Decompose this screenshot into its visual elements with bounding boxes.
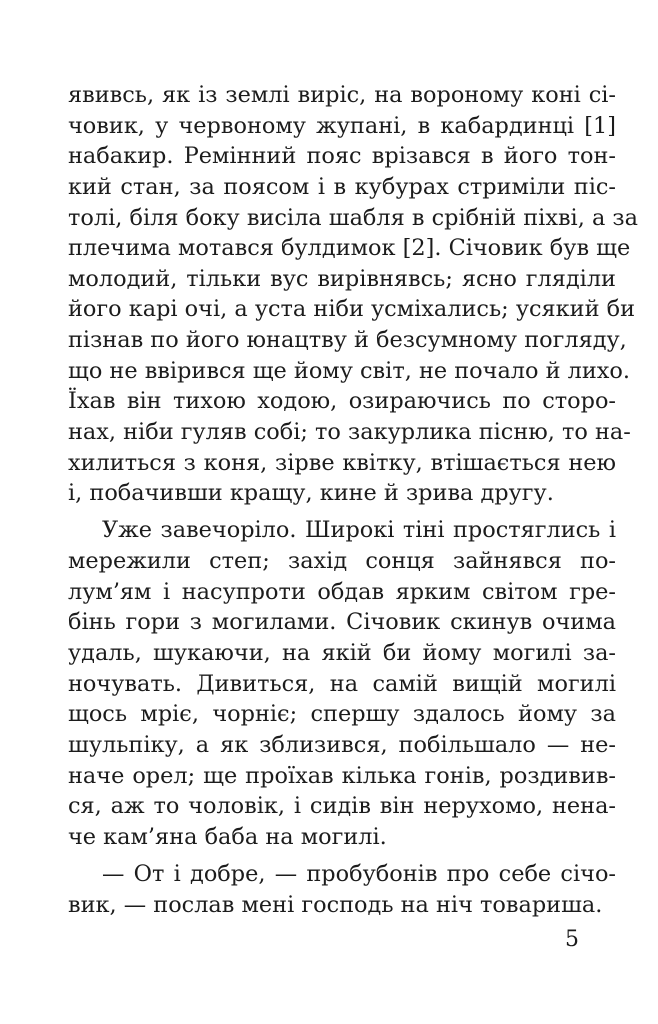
page-number: 5 bbox=[565, 927, 579, 952]
text-line: явивсь, як із землі виріс, на вороному коні сі- bbox=[68, 82, 616, 108]
paragraph-1 bbox=[68, 80, 638, 509]
text-line: і, побачивши кращу, кине й зрива другу. bbox=[68, 480, 554, 507]
text-line: пізнав по його юнацтву й безсумному погляду, bbox=[68, 327, 627, 354]
text-line: — От і добре, — пробубонів про себе січо- bbox=[102, 861, 616, 888]
text-line: набакир. Ремінний пояс врізався в його тон- bbox=[68, 143, 616, 170]
text-line: толі, біля боку висіла шабля в срібній піхві, а за bbox=[68, 204, 638, 231]
text-line: шульпіку, а як зблизився, побільшало — не- bbox=[68, 731, 616, 758]
text-line: нах, ніби гуляв собі; то закурлика пісню, то на- bbox=[68, 419, 631, 446]
text-line: плечима мотався булдимок [2]. Січовик був ще bbox=[68, 235, 631, 262]
text-line: Їхав він тихою ходою, озираючись по сторо- bbox=[68, 388, 616, 415]
text-line: кий стан, за поясом і в кубурах стриміли піс- bbox=[68, 173, 616, 200]
text-line: бінь гори з могилами. Січовик скинув очима bbox=[68, 609, 616, 636]
text-line: наче орел; ще проїхав кілька гонів, роздивив- bbox=[68, 762, 616, 789]
text-line: лум’ям і насупроти обдав ярким світом гре- bbox=[68, 578, 616, 605]
text-line: його карі очі, а уста ніби усміхались; усякий би bbox=[68, 296, 636, 323]
text-line: ночувать. Дивиться, на самій вищій могилі bbox=[68, 670, 616, 697]
text-line: удаль, шукаючи, на якій би йому могилі за- bbox=[68, 640, 616, 667]
text-line: щось мріє, чорніє; спершу здалось йому за bbox=[68, 701, 616, 728]
text-line: ся, аж то чоловік, і сидів він нерухомо, нена- bbox=[68, 793, 616, 820]
page-text bbox=[68, 80, 638, 920]
text-line: човик, у червоному жупані, в кабардинці [1] bbox=[68, 112, 616, 139]
text-line: мережили степ; захід сонця зайнявся по- bbox=[68, 548, 616, 575]
text-line: молодий, тільки вус вирівнявсь; ясно гляділи bbox=[68, 265, 616, 292]
text-line: че кам’яна баба на могилі. bbox=[68, 823, 387, 850]
text-line: вик, — послав мені господь на ніч товариша. bbox=[68, 891, 603, 918]
paragraph-3 bbox=[68, 859, 616, 920]
text-line: хилиться з коня, зірве квітку, втішається нею bbox=[68, 449, 616, 476]
text-line: Уже завечоріло. Широкі тіні простяглись і bbox=[102, 517, 616, 544]
text-line: що не ввірився ще йому світ, не почало й лихо. bbox=[68, 357, 631, 384]
paragraph-2 bbox=[68, 515, 616, 852]
